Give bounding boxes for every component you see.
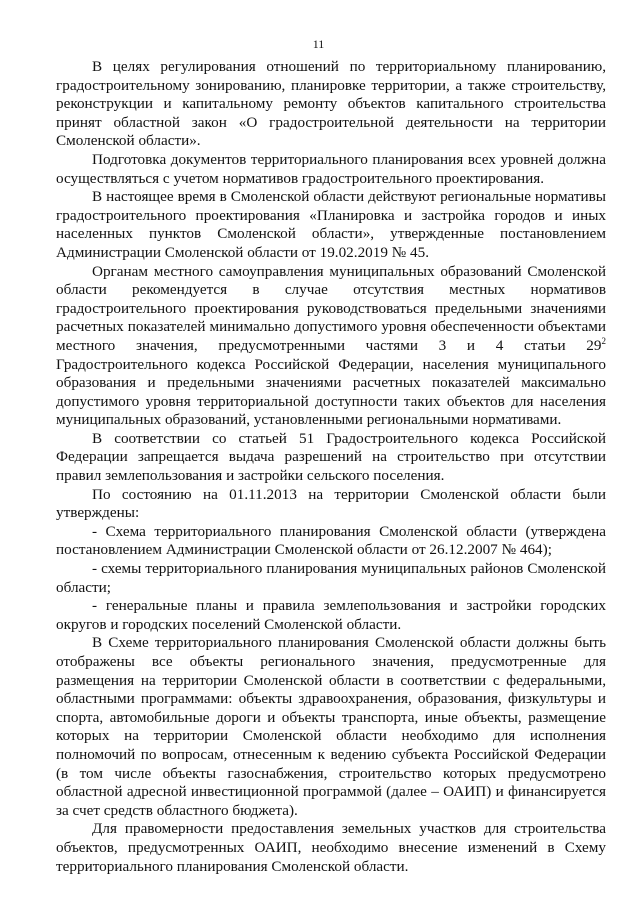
paragraph-land-plots: Для правомерности предоставления земельных участков для строительства объектов, предусмотренных ОАИП, необходимо внесение изменений в Схему территориального планирования Смоленской области. — [56, 820, 606, 875]
list-item-regional-scheme: - Схема территориального планирования Смоленской области (утверждена постановлением Администрации Смоленской области от 26.12.2007 № 464); — [56, 522, 606, 559]
page-number: 11 — [312, 37, 325, 51]
paragraph-article-51: В соответствии со статьей 51 Градостроительного кодекса Российской Федерации запрещается выдача разрешений на строительство при отсутствии правил землепользования и застройки сельского поселения. — [56, 429, 606, 485]
list-item-general-plans: - генеральные планы и правила землепользования и застройки городских округов и городских поселений Смоленской области. — [56, 597, 606, 633]
paragraph-local-government — [56, 263, 606, 430]
paragraph-local-government-continuation: Градостроительного кодекса Российской Федерации, населения муниципального образования и предельными значениями расчетных показателей максимально допустимого уровня территориальной доступности таких объектов для населения муниципальных образований, установленными региональными нормативами. — [56, 355, 606, 429]
list-item-district-schemes: - схемы территориального планирования муниципальных районов Смоленской области; — [56, 560, 606, 596]
paragraph-law-regulation: В целях регулирования отношений по территориальному планированию, градостроительному зонированию, планировке территории, а также строительству, реконструкции и капитальному ремонту объектов капитального строительства принят областной закон «О градостроительной деятельности на территории Смоленской области». — [56, 58, 606, 150]
paragraph-regional-objects: В Схеме территориального планирования Смоленской области должны быть отображены все объекты регионального значения, предусмотренные для размещения на территории Смоленской области в соответствии с федеральными, областными программами: объекты здравоохранения, образования, физкультуры и спорта, автомобильные дороги и объекты транспорта, иные объекты, размещение которых на территории Смоленской области необходимо для исполнения полномочий по вопросам, отнесенным к ведению субъекта Российской Федерации (в том числе объекты газоснабжения, строительство которых предусмотрено областной адресной инвестиционной программой (далее – ОАИП) и финансируется за счет средств областного бюджета). — [56, 634, 606, 819]
paragraph-local-government-text: Органам местного самоуправления муниципальных образований Смоленской области рекомендуется в случае отсутствия местных нормативов градостроительного проектирования руководствоваться предельными значениями расчетных показателей минимально допустимого уровня обеспеченности объектами местного значения, предусмотренными частями 3 и 4 статьи 29 — [56, 262, 606, 354]
article-superscript: 2 — [601, 335, 606, 346]
paragraph-planning-documents: Подготовка документов территориального планирования всех уровней должна осуществляться с учетом нормативов градостроительного проектирования. — [56, 150, 606, 187]
paragraph-approved-documents-intro: По состоянию на 01.11.2013 на территории Смоленской области были утверждены: — [56, 485, 606, 522]
paragraph-regional-standards: В настоящее время в Смоленской области действуют региональные нормативы градостроительного проектирования «Планировка и застройка городов и иных населенных пунктов Смоленской области», утвержденные постановлением Администрации Смоленской области от 19.02.2019 № 45. — [56, 188, 606, 261]
document-body — [56, 58, 606, 876]
